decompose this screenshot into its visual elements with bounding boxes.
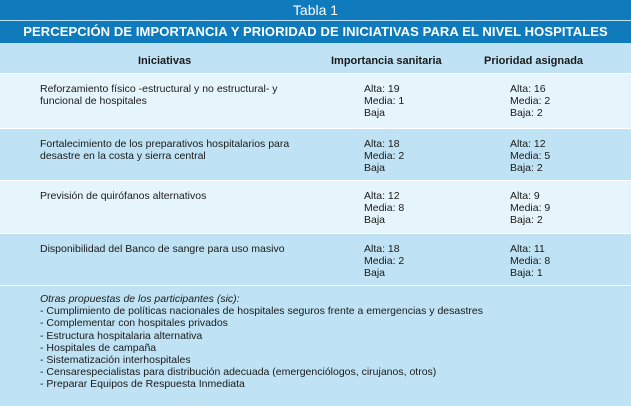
prioridad-media: Media: 2 <box>510 95 551 107</box>
prioridad-cell <box>510 190 610 226</box>
proposal-item: - Hospitales de campaña <box>40 341 157 354</box>
prioridad-baja: Baja: 2 <box>510 214 543 226</box>
importancia-media: Media: 2 <box>364 150 405 162</box>
iniciativa-cell: Previsión de quirófanos alternativos <box>40 190 207 202</box>
importancia-baja: Baja <box>364 267 386 279</box>
importancia-alta: Alta: 12 <box>364 190 400 202</box>
prioridad-baja: Baja: 2 <box>510 162 543 174</box>
prioridad-cell <box>510 243 610 279</box>
other-proposals-intro: Otras propuestas de los participantes (sic): <box>40 293 240 305</box>
prioridad-baja: Baja: 2 <box>510 107 543 119</box>
importancia-baja: Baja <box>364 214 386 226</box>
iniciativa-cell: Disponibilidad del Banco de sangre para uso masivo <box>40 243 285 255</box>
proposal-item: - Complementar con hospitales privados <box>40 317 228 330</box>
iniciativa-cell: Fortalecimiento de los preparativos hospitalarios para desastre en la costa y sierra central <box>40 138 290 162</box>
importancia-cell <box>364 138 464 174</box>
prioridad-baja: Baja: 1 <box>510 267 543 279</box>
proposal-item: - Sistematización interhospitales <box>40 354 191 367</box>
prioridad-media: Media: 9 <box>510 202 551 214</box>
prioridad-media: Media: 8 <box>510 255 551 267</box>
table-header-row <box>0 49 631 74</box>
prioridad-media: Media: 5 <box>510 150 551 162</box>
importancia-alta: Alta: 19 <box>364 83 400 95</box>
header-iniciativas: Iniciativas <box>138 55 192 67</box>
proposal-item: - Preparar Equipos de Respuesta Inmediata <box>40 378 245 391</box>
importancia-media: Media: 2 <box>364 255 405 267</box>
importancia-baja: Baja <box>364 107 386 119</box>
prioridad-cell <box>510 138 610 174</box>
proposal-item: - Censarespecialistas para distribución adecuada (emergenciólogos, cirujanos, otros) <box>40 366 437 379</box>
importancia-cell <box>364 243 464 279</box>
table-row <box>0 74 631 129</box>
prioridad-cell <box>510 83 610 119</box>
importancia-alta: Alta: 18 <box>364 243 400 255</box>
prioridad-alta: Alta: 9 <box>510 190 540 202</box>
proposal-item: - Estructura hospitalaria alternativa <box>40 329 203 342</box>
prioridad-alta: Alta: 12 <box>510 138 546 150</box>
importancia-baja: Baja <box>364 162 386 174</box>
table-title: PERCEPCIÓN DE IMPORTANCIA Y PRIORIDAD DE INICIATIVAS PARA EL NIVEL HOSPITALES <box>0 21 631 43</box>
prioridad-alta: Alta: 11 <box>510 243 545 255</box>
other-proposals <box>0 286 631 406</box>
header-importancia: Importancia sanitaria <box>331 55 442 67</box>
importancia-media: Media: 8 <box>364 202 405 214</box>
importancia-cell <box>364 190 464 226</box>
table-row <box>0 129 631 181</box>
prioridad-alta: Alta: 16 <box>510 83 546 95</box>
table-number: Tabla 1 <box>0 0 631 20</box>
iniciativa-cell: Reforzamiento físico -estructural y no estructural- y funcional de hospitales <box>40 83 278 107</box>
importancia-cell <box>364 83 464 119</box>
importancia-media: Media: 1 <box>364 95 405 107</box>
header-prioridad: Prioridad asignada <box>484 55 584 67</box>
table-row <box>0 234 631 286</box>
importancia-alta: Alta: 18 <box>364 138 400 150</box>
proposal-item: - Cumplimiento de políticas nacionales de hospitales seguros frente a emergencias y desastres <box>40 305 483 318</box>
table-row <box>0 181 631 234</box>
